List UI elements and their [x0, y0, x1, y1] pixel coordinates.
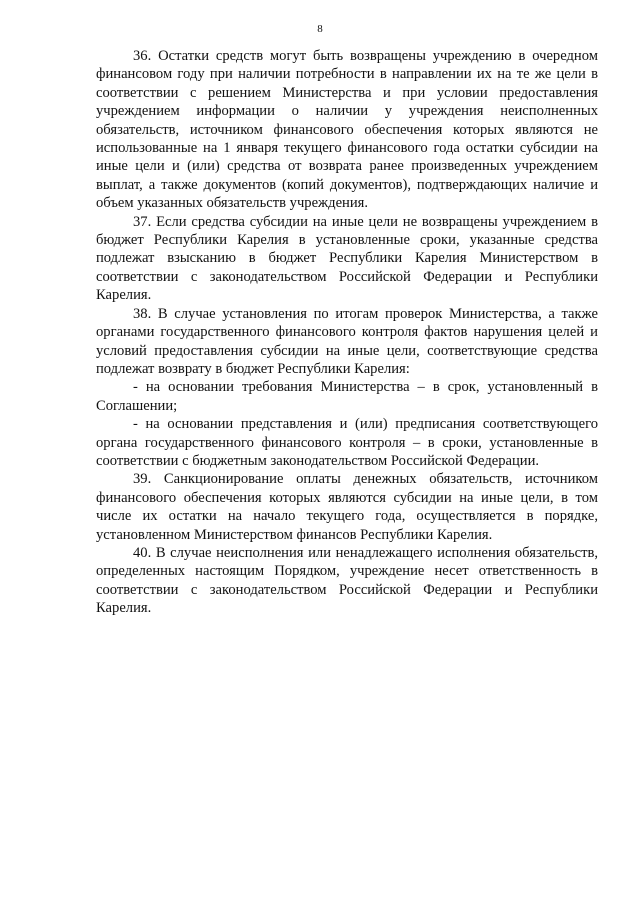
paragraph-37: 37. Если средства субсидии на иные цели не возвращены учреждением в бюджет Республики Карелия в установленные сроки, указанные средства подлежат взысканию в бюджет Республики Карелия Министерством в соответствии с законодательством Российской Федерации и Республики Карелия. [96, 213, 598, 304]
paragraph-38-item-2: - на основании представления и (или) предписания соответствующего органа государственного финансового контроля – в сроки, установленные в соответствии с бюджетным законодательством Российской Федерации. [96, 416, 598, 469]
paragraph-36: 36. Остатки средств могут быть возвращены учреждению в очередном финансовом году при наличии потребности в направлении их на те же цели в соответствии с решением Министерства и при условии предоставления учреждением информации о наличии у учреждения неисполненных обязательств, источником финансового обеспечения которых являются не использованные на 1 января текущего финансового года остатки субсидии на иные цели и (или) средства от возврата ранее произведенных учреждением выплат, а также документов (копий документов), подтверждающих наличие и объем указанных обязательств учреждения. [96, 48, 598, 212]
paragraph-40: 40. В случае неисполнения или ненадлежащего исполнения обязательств, определенных настоящим Порядком, учреждение несет ответственность в соответствии с законодательством Российской Федерации и Республики Карелия. [96, 544, 598, 617]
paragraph-39: 39. Санкционирование оплаты денежных обязательств, источником финансового обеспечения которых являются субсидии на иные цели, в том числе их остатки на начало текущего года, осуществляется в порядке, установленном Министерством финансов Республики Карелия. [96, 471, 598, 543]
paragraph-38: 38. В случае установления по итогам проверок Министерства, а также органами государственного финансового контроля фактов нарушения целей и условий предоставления субсидии на иные цели, соответствующие средства подлежат возврату в бюджет Республики Карелия: [96, 305, 598, 377]
page-number: 8 [317, 23, 323, 35]
paragraph-38-item-1: - на основании требования Министерства – в срок, установленный в Соглашении; [96, 379, 598, 414]
document-body [96, 47, 598, 618]
